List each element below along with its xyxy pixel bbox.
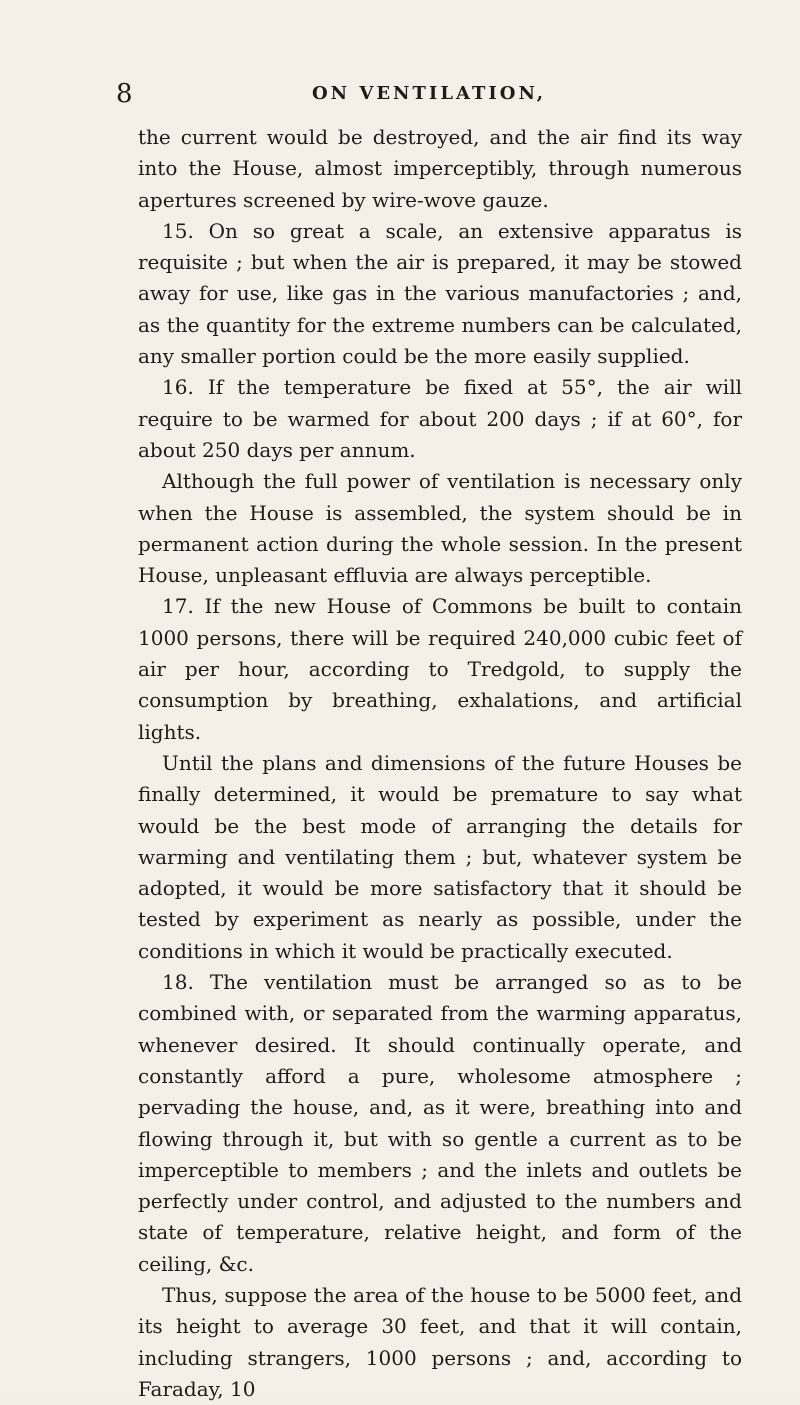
paragraph-15: 15. On so great a scale, an extensive apparatus is requisite ; but when the air is prepared, it may be stowed away for use, like gas in the various manufactories ; and, as the quantity for the extreme numbers can be calculated, any smaller portion could be the more easily supplied. [138, 218, 742, 369]
running-title: ON VENTILATION, [311, 83, 547, 104]
page-header [116, 76, 742, 112]
paragraph-18: 18. The ventilation must be arranged so as to be combined with, or separated from the warming apparatus, whenever desired. It should continually operate, and constantly afford a pure, wholesome atmosphere ; pervading the house, and, as it were, breathing into and flowing through it, but with so gentle a current as to be imperceptible to members ; and the inlets and outlets be perfectly under control, and adjusted to the numbers and state of temperature, relative height, and form of the ceiling, &c. [138, 970, 742, 1276]
paragraph-16: 16. If the temperature be fixed at 55°, the air will require to be warmed for about 200 days ; if at 60°, for about 250 days per annum. [138, 375, 742, 462]
body-text [138, 122, 742, 1405]
paragraph-17: 17. If the new House of Commons be built to contain 1000 persons, there will be required 240,000 cubic feet of air per hour, according to Tredgold, to supply the consumption by breathing, exhalations, and artificial lights. [138, 594, 742, 744]
paragraph-ventilation-note: Although the full power of ventilation is necessary only when the House is assembled, the system should be in permanent action during the whole session. In the present House, unpleasant effluvia are always perceptible. [138, 469, 742, 588]
page-number: 8 [116, 79, 133, 109]
paragraph-plans-note: Until the plans and dimensions of the future Houses be finally determined, it would be premature to say what would be the best mode of arranging the details for warming and ventilating them ; but, whatever system be adopted, it would be more satisfactory that it should be tested by experiment as nearly as possible, under the conditions in which it would be practically executed. [138, 750, 742, 963]
paragraph-continuation: the current would be destroyed, and the air find its way into the House, almost imperceptibly, through numerous apertures screened by wire-wove gauze. [138, 125, 742, 212]
paragraph-example: Thus, suppose the area of the house to be 5000 feet, and its height to average 30 feet, and that it will contain, including strangers, 1000 persons ; and, according to Faraday, 10 [138, 1282, 742, 1401]
